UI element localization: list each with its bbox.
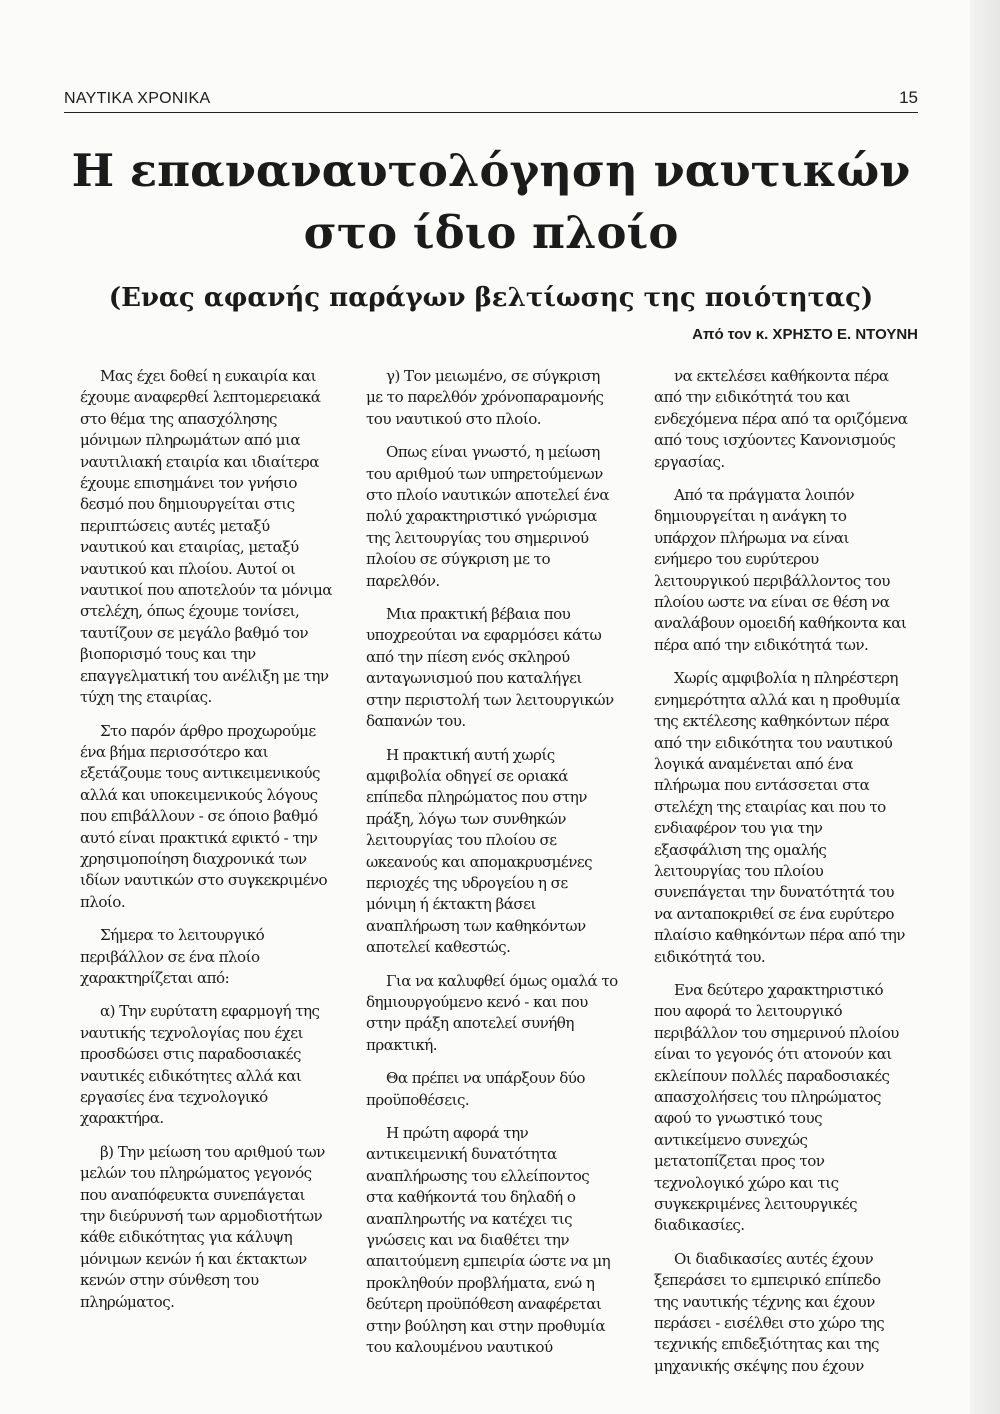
page-number: 15 xyxy=(899,88,918,107)
paragraph: Οι διαδικασίες αυτές έχουν ξεπεράσει το εμπειρικό επίπεδο της ναυτικής τέχνης και έχουν περάσει - εισέλθει στο χώρο της τεχνικής επιδεξιότητας και της μηχανικής σκέψης που έχουν xyxy=(654,1249,885,1375)
text-column-2 xyxy=(366,366,620,1370)
article-title xyxy=(64,140,918,264)
text-column-3 xyxy=(654,366,908,1389)
paragraph: Χωρίς αμφιβολία η πληρέστερη ενημερότητα αλλά και η προθυμία της εκτέλεσης καθηκόντων πέρα από την ειδικότητα του ναυτικού λογικά αναμένεται από ένα πλήρωμα που εντάσσεται στα στελέχη της εταιρίας και που το ενδιαφέρον του για την εξασφάλιση της ομαλής λειτουργίας του πλοίου συνεπάγεται την δυνατότητά του να ανταποκριθεί σε ένα ευρύτερο πλαίσιο καθηκόντων πέρα από την ειδικότητά του. xyxy=(654,669,905,966)
title-line-1: Η επαναναυτολόγηση ναυτικών xyxy=(71,144,911,197)
paragraph: Θα πρέπει να υπάρξουν δύο προϋποθέσεις. xyxy=(366,1069,585,1109)
paragraph: Στο παρόν άρθρο προχωρούμε ένα βήμα περισσότερο και εξετάζουμε τους αντικειμενικούς αλλά και υποκειμενικούς λόγους που επιβάλλουν - σε όποιο βαθμό αυτό είναι πρακτικά εφικτό - την χρησιμοποίηση διαχρονικά των ιδίων ναυτικών στο συγκεκριμένο πλοίο. xyxy=(80,721,328,911)
paragraph: Η πρακτική αυτή χωρίς αμφιβολία οδηγεί σε οριακά επίπεδα πληρώματος που στην πράξη, λόγω των συνθηκών λειτουργίας του πλοίου σε ωκεανούς και απομακρυσμένες περιοχές της υδρογείου η σε μόνιμη ή έκτακτη βάσει αναπλήρωση των καθηκόντων αποτελεί καθεστώς. xyxy=(366,745,593,957)
paragraph: να εκτελέσει καθήκοντα πέρα από την ειδικότητά του και ενδεχόμενα πέρα από τα οριζόμενα από τους ισχύοντες Κανονισμούς εργασίας. xyxy=(654,367,908,471)
paragraph: γ) Τον μειωμένο, σε σύγκριση με το παρελθόν χρόνοπαραμονής του ναυτικού στο πλοίο. xyxy=(366,367,604,428)
publication-name: ΝΑΥΤΙΚΑ ΧΡΟΝΙΚΑ xyxy=(64,90,211,107)
text-column-1 xyxy=(80,366,334,1325)
author-byline: Από τον κ. ΧΡΗΣΤΟ Ε. ΝΤΟΥΝΗ xyxy=(692,326,918,343)
paragraph: Ενα δεύτερο χαρακτηριστικό που αφορά το λειτουργικό περιβάλλον του σημερινού πλοίου είναι το γεγονός ότι ατονούν και εκλείπουν πολλές παραδοσιακές απασχολήσεις του πληρώματος αφού το γνωστικό τους αντικείμενο συνεχώς μετατοπίζεται προς τον τεχνολογικό χώρο και τις συγκεκριμένες λειτουργικές διαδικασίες. xyxy=(654,980,899,1235)
paragraph: β) Την μείωση του αριθμού των μελών του πληρώματος γεγονός που αναπόφευκτα συνεπάγεται την διεύρυνσή των αρμοδιοτήτων κάθε ειδικότητας για κάλυψη μόνιμων κενών ή και έκτακτων κενών στην σύνθεση του πληρώματος. xyxy=(80,1142,325,1311)
paragraph: α) Την ευρύτατη εφαρμογή της ναυτικής τεχνολογίας που έχει προσδώσει στις παραδοσιακές ναυτικές ειδικότητες αλλά και εργασίες ένα τεχνολογικό χαρακτήρα. xyxy=(80,1002,320,1128)
title-line-2: στο ίδιο πλοίο xyxy=(303,206,679,259)
paragraph: Οπως είναι γνωστό, η μείωση του αριθμού των υπηρετούμενων στο πλοίο ναυτικών αποτελεί ένα πολύ χαρακτηριστικό γνώρισμα της λειτουργίας του σημερινού πλοίου σε σύγκριση με το παρελθόν. xyxy=(366,443,610,590)
article-subtitle: (Ενας αφανής παράγων βελτίωσης της ποιότητας) xyxy=(108,283,874,313)
page-edge-shadow xyxy=(970,0,1000,1414)
paragraph: Μας έχει δοθεί η ευκαιρία και έχουμε αναφερθεί λεπτομερειακά στο θέμα της απασχόλησης μόνιμων πληρωμάτων από μια ναυτιλιακή εταιρία και ιδιαίτερα έχουμε επισημάνει τον γνήσιο δεσμό που δημιουργείται στις περιπτώσεις αυτές μεταξύ ναυτικού και εταιρίας, μεταξύ ναυτικού και πλοίου. Αυτοί οι ναυτικοί που αποτελούν τα μόνιμα στελέχη, όπως έχουμε τονίσει, ταυτίζουν σε μεγάλο βαθμό τον βιοπορισμό τους και την επαγγελματική του ανέλιξη με την τύχη της εταιρίας. xyxy=(80,367,332,707)
paragraph: Η πρώτη αφορά την αντικειμενική δυνατότητα αναπλήρωσης του ελλείποντος στα καθήκοντά του δηλαδή ο αναπληρωτής να κατέχει τις γνώσεις και να διαθέτει την απαιτούμενη εμπειρία ώστε να μη προκληθούν προβλήματα, ενώ η δεύτερη προϋπόθεση αναφέρεται στην βούληση και στην προθυμία του καλουμένου ναυτικού xyxy=(366,1124,611,1357)
running-header xyxy=(64,88,918,113)
paragraph: Από τα πράγματα λοιπόν δημιουργείται η ανάγκη το υπάρχον πλήρωμα να είναι ενήμερο του ευρύτερου λειτουργικού περιβάλλοντος του πλοίου ωστε να είναι σε θέση να αναλάβουν ομοειδή καθήκοντα και πέρα από την ειδικότητά των. xyxy=(654,486,907,654)
paragraph: Μια πρακτική βέβαια που υποχρεούται να εφαρμόσει κάτω από την πίεση ενός σκληρού ανταγωνισμού που καταλήγει στην περιστολή των λειτουργικών δαπανών του. xyxy=(366,605,614,731)
paragraph: Σήμερα το λειτουργικό περιβάλλον σε ένα πλοίο χαρακτηρίζεται από: xyxy=(80,926,265,987)
paragraph: Για να καλυφθεί όμως ομαλά το δημιουργούμενο κενό - και που στην πράξη αποτελεί συνήθη πρακτική. xyxy=(366,971,618,1054)
